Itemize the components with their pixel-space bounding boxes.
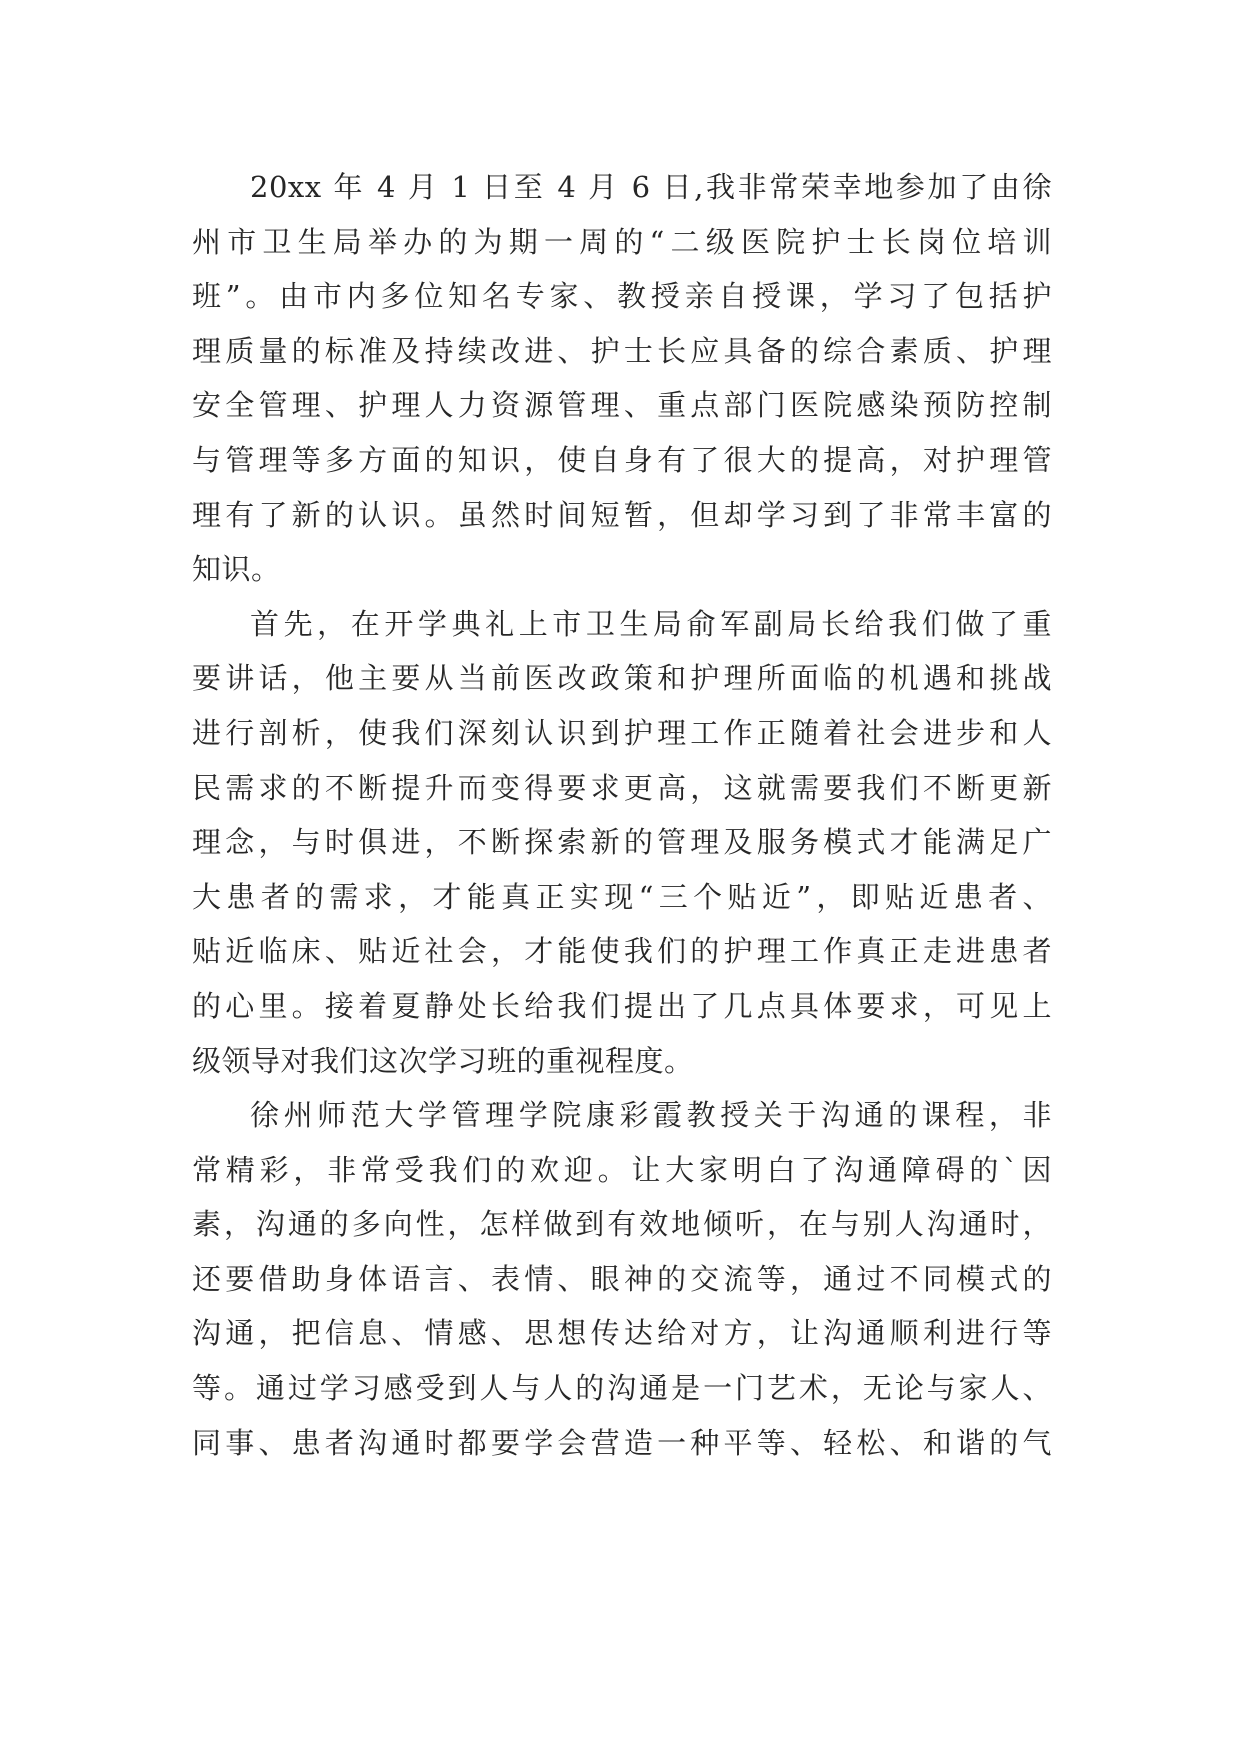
text-line: 贴近临床、贴近社会，才能使我们的护理工作真正走进患者 bbox=[192, 934, 1052, 969]
text-line: 首先，在开学典礼上市卫生局俞军副局长给我们做了重 bbox=[250, 606, 1052, 641]
text-line: 与管理等多方面的知识，使自身有了很大的提高，对护理管 bbox=[192, 442, 1052, 477]
text-line: 安全管理、护理人力资源管理、重点部门医院感染预防控制 bbox=[192, 388, 1052, 423]
paragraph-1 bbox=[192, 160, 1052, 597]
text-line: 要讲话，他主要从当前医改政策和护理所面临的机遇和挑战 bbox=[192, 661, 1052, 696]
text-line: 同事、患者沟通时都要学会营造一种平等、轻松、和谐的气 bbox=[192, 1425, 1052, 1460]
text-line: 理念，与时俱进，不断探索新的管理及服务模式才能满足广 bbox=[192, 825, 1052, 860]
text-line: 州市卫生局举办的为期一周的“二级医院护士长岗位培训 bbox=[192, 224, 1052, 259]
text-line: 的心里。接着夏静处长给我们提出了几点具体要求，可见上 bbox=[192, 988, 1052, 1023]
text-line: 常精彩，非常受我们的欢迎。让大家明白了沟通障碍的`因 bbox=[192, 1152, 1052, 1187]
text-line: 大患者的需求，才能真正实现“三个贴近”，即贴近患者、 bbox=[192, 879, 1052, 914]
text-line: 等。通过学习感受到人与人的沟通是一门艺术，无论与家人、 bbox=[192, 1371, 1052, 1406]
text-line: 沟通，把信息、情感、思想传达给对方，让沟通顺利进行等 bbox=[192, 1316, 1052, 1351]
text-line: 素，沟通的多向性，怎样做到有效地倾听，在与别人沟通时， bbox=[192, 1207, 1052, 1242]
text-line: 进行剖析，使我们深刻认识到护理工作正随着社会进步和人 bbox=[192, 715, 1052, 750]
text-line: 民需求的不断提升而变得要求更高，这就需要我们不断更新 bbox=[192, 770, 1052, 805]
text-line: 知识。 bbox=[192, 552, 281, 587]
paragraph-3 bbox=[192, 1088, 1052, 1470]
paragraph-2 bbox=[192, 597, 1052, 1088]
text-line: 还要借助身体语言、表情、眼神的交流等，通过不同模式的 bbox=[192, 1261, 1052, 1296]
text-line: 20xx 年 4 月 1 日至 4 月 6 日,我非常荣幸地参加了由徐 bbox=[250, 170, 1052, 204]
text-line: 理质量的标准及持续改进、护士长应具备的综合素质、护理 bbox=[192, 333, 1052, 368]
text-line: 理有了新的认识。虽然时间短暂，但却学习到了非常丰富的 bbox=[192, 497, 1052, 532]
document-body bbox=[192, 160, 1052, 1470]
text-line: 徐州师范大学管理学院康彩霞教授关于沟通的课程，非 bbox=[250, 1098, 1052, 1133]
text-line: 级领导对我们这次学习班的重视程度。 bbox=[192, 1043, 694, 1078]
text-line: 班”。由市内多位知名专家、教授亲自授课，学习了包括护 bbox=[192, 279, 1052, 314]
